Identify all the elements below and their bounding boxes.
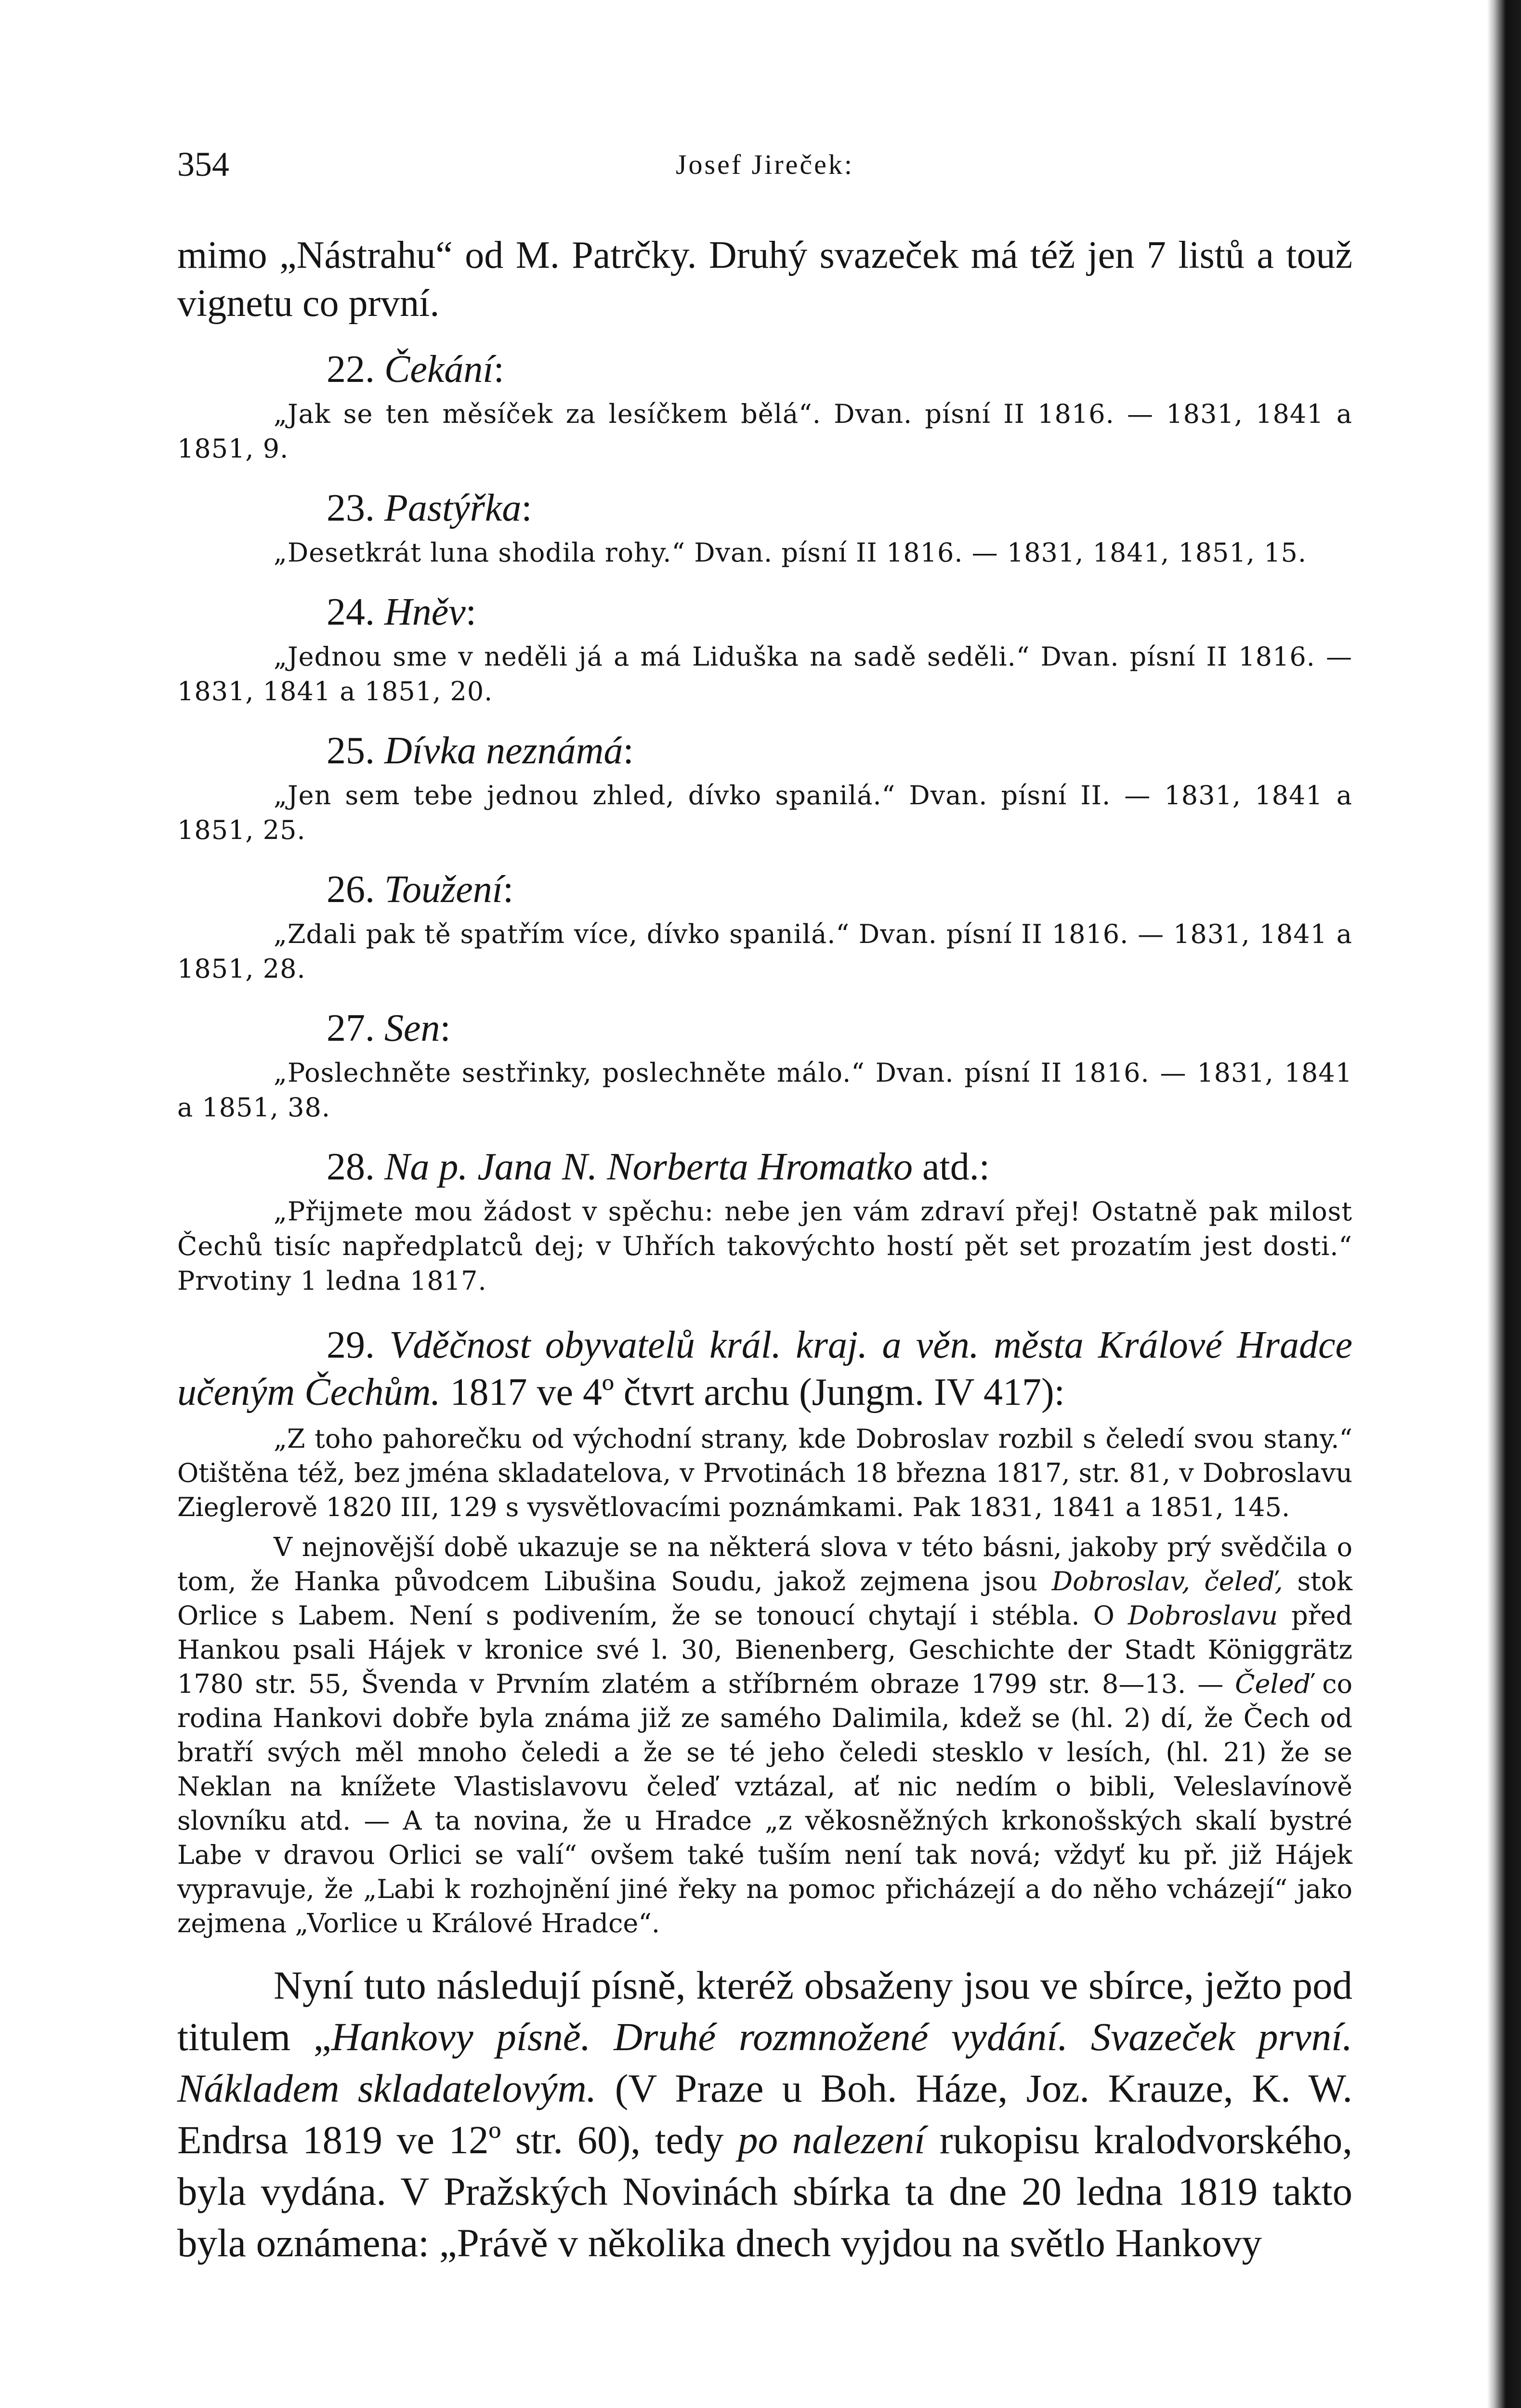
commentary-text: V nejnovější době ukazuje se na některá slova v této básni, jakoby prý svědčila o tom, že Hanka původcem Libušina Soudu, jakož zejmena jsou [177, 1532, 1352, 1597]
closing-emphasis: Hankovy písně. Druhé rozmnožené vydání. Svazeček první. Nákladem skladatelovým. [177, 2015, 1352, 2110]
entry-incipit: „Zdali pak tě spatřím více, dívko spanilá.“ Dvan. písní II 1816. — 1831, 1841 a 1851, 28. [177, 919, 1352, 984]
entry-incipit: „Desetkrát luna shodila rohy.“ Dvan. písní II 1816. — 1831, 1841, 1851, 15. [274, 537, 1307, 568]
opening-paragraph: mimo „Nástrahu“ od M. Patrčky. Druhý svazeček má též jen 7 listů a touž vignetu co první. [177, 234, 1352, 325]
entry-incipit: „Jen sem tebe jednou zhled, dívko spanilá.“ Dvan. písní II. — 1831, 1841 a 1851, 25. [177, 780, 1352, 845]
book-page [177, 144, 1352, 2269]
commentary-emphasis: Čeleď [1235, 1669, 1311, 1699]
entry-heading [177, 1322, 1352, 1416]
entry-title: Na p. Jana N. Norberta Hromatko [384, 1146, 913, 1188]
entry-heading: 27. Sen: [327, 1007, 451, 1049]
commentary-text: co rodina Hankovi dobře byla známa již ze samého Dalimila, kdež se (hl. 2) dí, že Čech od bratří svých měl mnoho čeledi a že se té jeho čeledi stesklo v lesích, (hl. 21) že se Neklan na knížete Vlastislavovu čeleď vztázal, ať nic nedím o bibli, Veleslavínově slovníku atd. — A ta novina, že u Hradce „z věkosněžných krkonošských skalí bystré Labe v dravou Orlici se valí“ ovšem také tuším není tak nová; vždyť ku př. již Hájek vypravuje, že „Labi k rozhojnění jiné řeky na pomoc přicházejí a do něho vcházejí“ jako zejmena „Vorlice u Králové Hradce“. [177, 1669, 1352, 1938]
entry-details: 1817 ve 4º čtvrt archu (Jungm. IV 417): [450, 1371, 1065, 1413]
entry-incipit: „Jednou sme v neděli já a má Liduška na sadě seděli.“ Dvan. písní II 1816. — 1831, 1841 a 1851, 20. [177, 641, 1352, 707]
entry-heading: 23. Pastýřka: [327, 487, 532, 529]
entry-incipit: „Z toho pahorečku od východní strany, kde Dobroslav rozbil s čeledí svou stany.“ Otištěna též, bez jména skladatelova, v Prvotinách 18 března 1817, str. 81, v Dobroslavu Zieglerově 1820 III, 129 s vysvětlovacími poznámkami. Pak 1831, 1841 a 1851, 145. [177, 1424, 1352, 1522]
entry-number: 22. [327, 348, 375, 391]
closing-paragraph [177, 1960, 1352, 2269]
entry-heading: 24. Hněv: [327, 591, 477, 633]
entry-number: 27. [327, 1007, 375, 1049]
entry-incipit: „Jak se ten měsíček za lesíčkem bělá“. Dvan. písní II 1816. — 1831, 1841 a 1851, 9. [177, 399, 1352, 464]
page-body [177, 231, 1352, 2269]
entry-title: Pastýřka [384, 487, 522, 529]
entry-heading: 25. Dívka neznámá: [327, 730, 634, 772]
entry-number: 28. [327, 1146, 375, 1188]
closing-text: Nyní tuto následují písně, kteréž obsaženy jsou ve sbírce, ježto pod titulem „ [177, 1963, 1352, 2059]
closing-text: (V Praze u Boh. Háze, Joz. Krauze, K. W. Endrsa 1819 ve 12º str. 60), tedy [177, 2066, 1353, 2162]
page-number: 354 [177, 145, 229, 183]
entry-number: 26. [327, 868, 375, 911]
page-edge-shadow [1487, 0, 1521, 2408]
entry-number: 23. [327, 487, 375, 529]
entry-number: 25. [327, 730, 375, 772]
entry-title: Hněv [384, 591, 466, 633]
entry-incipit: „Přijmete mou žádost v spěchu: nebe jen vám zdraví přej! Ostatně pak milost Čechů tisíc napředplatců dej; v Uhřích takovýchto hostí pět set prozatím jest dosti.“ Prvotiny 1 ledna 1817. [177, 1196, 1352, 1296]
entry-heading [177, 1143, 1352, 1191]
entry-title: Sen [384, 1007, 440, 1049]
commentary-text: stok Orlice s Labem. Není s podivením, že se tonoucí chytají i stébla. O [177, 1566, 1352, 1631]
closing-text: rukopisu kralodvorského, byla vydána. V Pražských Novinách sbírka ta dne 20 ledna 1819 takto byla oznámena: „Právě v několika dnech vyjdou na světlo Hankovy [177, 2118, 1353, 2265]
running-title: Josef Jireček: [675, 149, 854, 180]
entry-title: Dívka neznámá [384, 730, 623, 772]
commentary-paragraph [177, 1530, 1352, 1940]
entry-title: Toužení [384, 868, 503, 911]
entry-number: 29. [327, 1324, 375, 1366]
entry-number: 24. [327, 591, 375, 633]
commentary-emphasis: Dobroslavu [1128, 1600, 1278, 1631]
entry-title-suffix: atd.: [922, 1146, 990, 1188]
entry-heading: 22. Čekání: [327, 348, 504, 391]
closing-emphasis: po nalezení [738, 2118, 926, 2162]
entry-title: Čekání [384, 348, 494, 391]
entry-heading: 26. Toužení: [327, 868, 514, 911]
commentary-text: před Hankou psali Hájek v kronice své l. 30, Bienenberg, Geschichte der Stadt Königgrätz 1780 str. 55, Švenda v Prvním zlatém a stříbrném obraze 1799 str. 8—13. — [177, 1600, 1353, 1699]
entry-title: Vděčnost obyvatelů král. kraj. a věn. města Králové Hradce učeným Čechům. [177, 1324, 1353, 1413]
entry-incipit: „Poslechněte sestřinky, poslechněte málo.“ Dvan. písní II 1816. — 1831, 1841 a 1851, 38. [177, 1058, 1352, 1123]
commentary-emphasis: Dobroslav, čeleď, [1051, 1566, 1283, 1597]
running-header [177, 144, 1352, 197]
